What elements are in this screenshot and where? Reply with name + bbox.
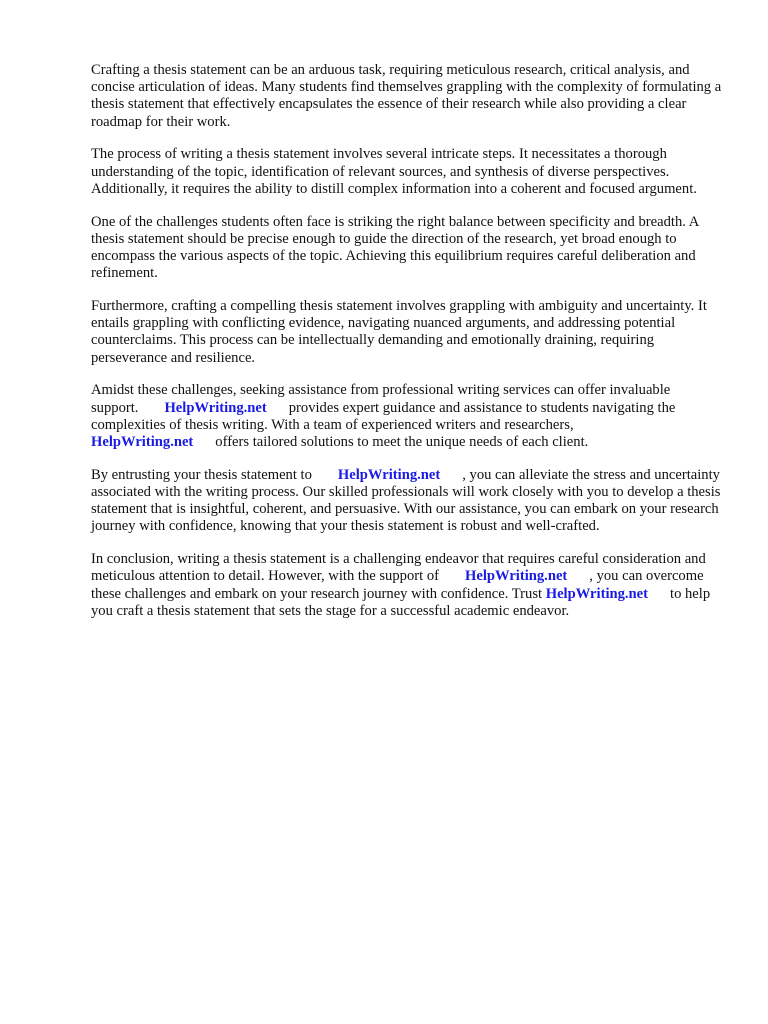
paragraph-7: [91, 551, 731, 620]
paragraph-6: [91, 467, 731, 536]
helpwriting-link[interactable]: HelpWriting.net: [464, 568, 568, 585]
paragraph-1-text: Crafting a thesis statement can be an arduous task, requiring meticulous research, critical analysis, and concise articulation of ideas. Many students find themselves grappling with the complexity of formulating a thesis statement that effectively encapsulates the essence of their research while also providing a clear roadmap for their work.: [91, 62, 722, 130]
paragraph-5: [91, 382, 731, 451]
paragraph-2: [91, 146, 731, 198]
paragraph-6-text-a: By entrusting your thesis statement to: [91, 466, 312, 483]
paragraph-3: [91, 214, 731, 283]
paragraph-3-text: One of the challenges students often face is striking the right balance between specificity and breadth. A thesis statement should be precise enough to guide the direction of the research, yet broad enough to encompass the various aspects of the topic. Achieving this equilibrium requires careful deliberation and refinement.: [91, 213, 699, 282]
paragraph-7-text-b: , you can overcome these challenges and embark on your research journey with confidence. Trust: [91, 568, 704, 602]
helpwriting-link[interactable]: HelpWriting.net: [337, 466, 441, 483]
paragraph-6-text-b: , you can alleviate the stress and uncertainty associated with the writing process. Our skilled professionals will work closely with you to develop a thesis statement that is insightful, coherent, and persuasive. With our assistance, you can embark on your research journey with confidence, knowing that your thesis statement is robust and well-crafted.: [91, 466, 721, 535]
paragraph-5-text-b: provides expert guidance and assistance to students navigating the complexities of thesis writing. With a team of experienced writers and researchers,: [91, 399, 676, 433]
helpwriting-link[interactable]: HelpWriting.net: [545, 585, 649, 602]
document-page: [91, 62, 731, 636]
paragraph-1: [91, 62, 731, 131]
helpwriting-link[interactable]: HelpWriting.net: [164, 399, 267, 416]
paragraph-5-text-c: offers tailored solutions to meet the unique needs of each client.: [215, 434, 589, 451]
paragraph-2-text: The process of writing a thesis statement involves several intricate steps. It necessitates a thorough understanding of the topic, identification of relevant sources, and synthesis of diverse perspectives. Additionally, it requires the ability to distill complex information into a coherent and focused argument.: [91, 146, 697, 197]
paragraph-5-text-a: Amidst these challenges, seeking assistance from professional writing services can offer invaluable support.: [91, 382, 671, 416]
paragraph-7-text-a: In conclusion, writing a thesis statement is a challenging endeavor that requires careful consideration and meticulous attention to detail. However, with the support of: [91, 551, 706, 585]
helpwriting-link[interactable]: HelpWriting.net: [91, 434, 194, 451]
paragraph-4-text: Furthermore, crafting a compelling thesis statement involves grappling with ambiguity and uncertainty. It entails grappling with conflicting evidence, navigating nuanced arguments, and addressing potential counterclaims. This process can be intellectually demanding and emotionally draining, requiring perseverance and resilience.: [91, 298, 707, 366]
paragraph-4: [91, 298, 731, 367]
paragraph-7-text-c: to help you craft a thesis statement that sets the stage for a successful academic endeavor.: [91, 585, 711, 619]
